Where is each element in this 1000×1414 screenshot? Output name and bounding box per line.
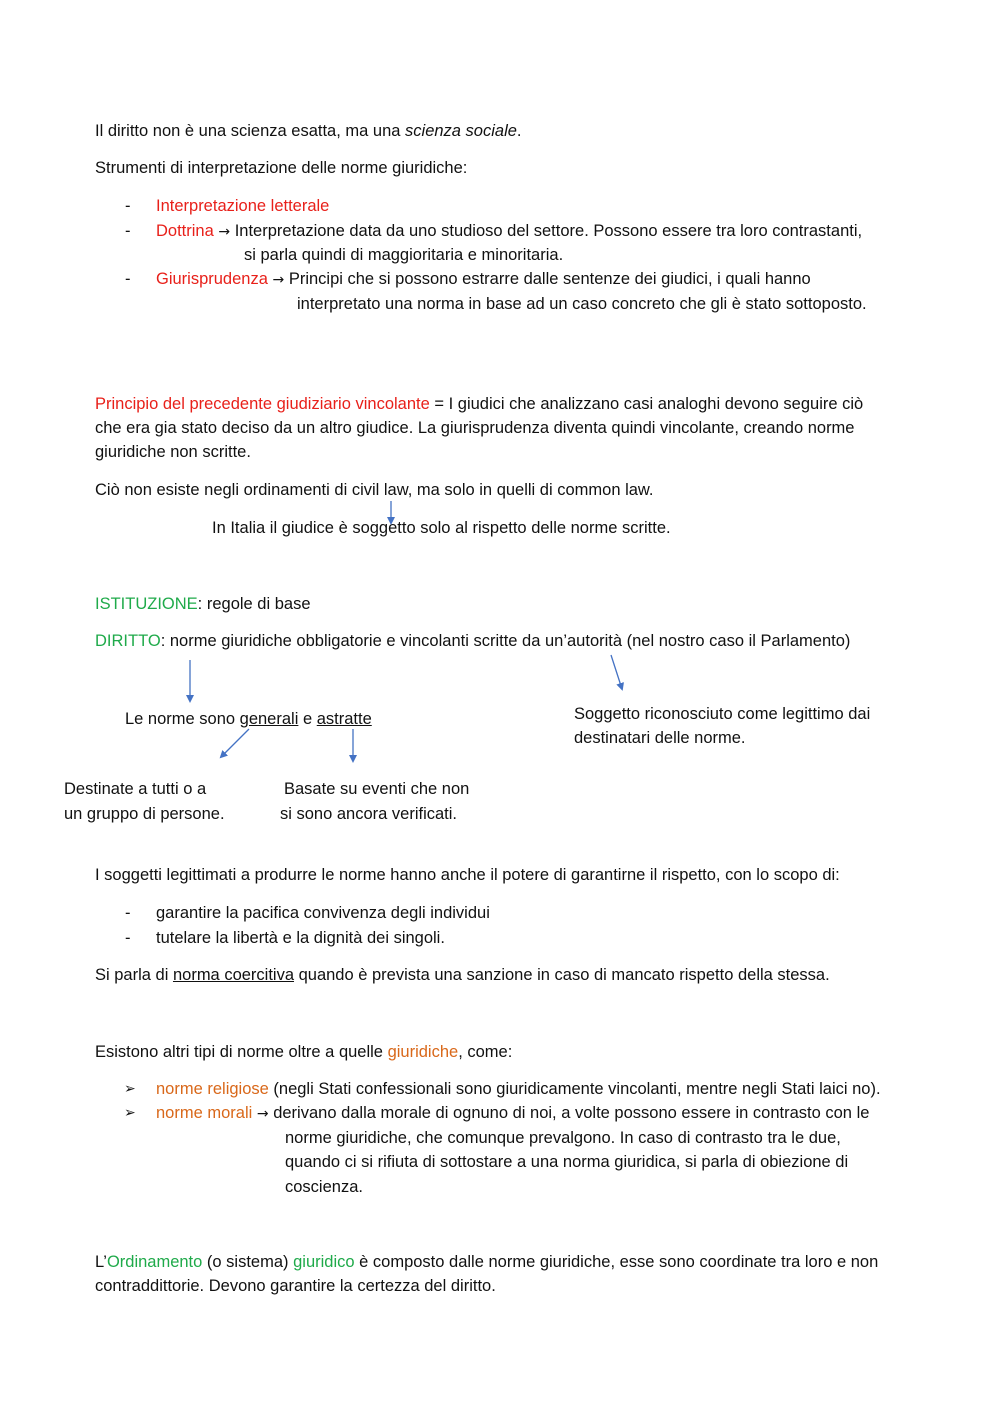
norme-morali-cont-2: quando ci si rifiuta di sottostare a una norma giuridica, si parla di obiezione di bbox=[285, 1153, 849, 1171]
list-bullet: - bbox=[125, 270, 131, 288]
arrow-generali bbox=[221, 729, 249, 757]
generali-term: generali bbox=[239, 710, 299, 728]
list-bullet: - bbox=[125, 222, 131, 240]
list-bullet: - bbox=[125, 904, 131, 922]
soggetto-riconosciuto-2: destinatari delle norme. bbox=[574, 729, 746, 747]
right-arrow-icon: → bbox=[272, 272, 285, 288]
precedente-line-1: Principio del precedente giudiziario vincolante = I giudici che analizzano casi analoghi devono seguire ciò bbox=[95, 395, 864, 413]
soggetto-riconosciuto-1: Soggetto riconosciuto come legittimo dai bbox=[574, 705, 871, 723]
giurisprudenza-term: Giurisprudenza bbox=[156, 270, 268, 288]
intro-line-2: Strumenti di interpretazione delle norme giuridiche: bbox=[95, 159, 468, 177]
item-dottrina-cont: si parla quindi di maggioritaria e minoritaria. bbox=[244, 246, 564, 264]
arrow-bullet-icon: ➢ bbox=[124, 1081, 136, 1097]
right-arrow-icon: → bbox=[256, 1106, 269, 1122]
giuridico-term: giuridico bbox=[293, 1253, 355, 1271]
istituzione-term: ISTITUZIONE bbox=[95, 595, 198, 613]
right-arrow-icon: → bbox=[218, 224, 231, 240]
item-giurisprudenza-cont: interpretato una norma in base ad un caso concreto che gli è stato sottoposto. bbox=[297, 295, 867, 313]
basate-line-2: si sono ancora verificati. bbox=[280, 805, 457, 823]
norme-morali-cont-1: norme giuridiche, che comunque prevalgono. In caso di contrasto tra le due, bbox=[285, 1129, 841, 1147]
arrow-bullet-icon: ➢ bbox=[124, 1105, 136, 1121]
precedente-term: Principio del precedente giudiziario vincolante bbox=[95, 395, 430, 413]
list-bullet: - bbox=[125, 197, 131, 215]
item-giurisprudenza: Giurisprudenza → Principi che si possono estrarre dalle sentenze dei giudici, i quali hanno bbox=[156, 270, 811, 288]
norme-morali-cont-3: coscienza. bbox=[285, 1178, 363, 1196]
precedente-line-2: che era gia stato deciso da un altro giudice. La giurisprudenza diventa quindi vincolante, creando norme bbox=[95, 419, 855, 437]
destinate-line-2: un gruppo di persone. bbox=[64, 805, 225, 823]
dottrina-term: Dottrina bbox=[156, 222, 214, 240]
item-interpretazione-letterale: Interpretazione letterale bbox=[156, 197, 330, 215]
astratte-term: astratte bbox=[316, 710, 372, 728]
norme-morali-term: norme morali bbox=[156, 1104, 253, 1122]
italia-line: In Italia il giudice è soggetto solo al rispetto delle norme scritte. bbox=[212, 519, 671, 537]
ordinamento-line-1: L’Ordinamento (o sistema) giuridico è composto dalle norme giuridiche, esse sono coordinate tra loro e non bbox=[95, 1253, 879, 1271]
altri-tipi-line: Esistono altri tipi di norme oltre a quelle giuridiche, come: bbox=[95, 1043, 513, 1061]
soggetti-line: I soggetti legittimati a produrre le norme hanno anche il potere di garantirne il rispetto, con lo scopo di: bbox=[95, 866, 840, 884]
norma-coercitiva-line: Si parla di norma coercitiva quando è prevista una sanzione in caso di mancato rispetto della stessa. bbox=[95, 966, 830, 984]
diritto-term: DIRITTO bbox=[95, 632, 161, 650]
giuridiche-term: giuridiche bbox=[387, 1043, 459, 1061]
ordinamento-line-2: contraddittorie. Devono garantire la certezza del diritto. bbox=[95, 1277, 496, 1295]
norma-coercitiva-term: norma coercitiva bbox=[172, 966, 295, 984]
destinate-line-1: Destinate a tutti o a bbox=[64, 780, 207, 798]
scienza-sociale-emphasis: scienza sociale bbox=[405, 122, 517, 140]
norme-morali-item: norme morali → derivano dalla morale di ognuno di noi, a volte possono essere in contrasto con le bbox=[156, 1104, 870, 1122]
scopo-item-1: garantire la pacifica convivenza degli individui bbox=[156, 904, 490, 922]
civil-law-line: Ciò non esiste negli ordinamenti di civil law, ma solo in quelli di common law. bbox=[95, 481, 654, 499]
list-bullet: - bbox=[125, 929, 131, 947]
scopo-item-2: tutelare la libertà e la dignità dei singoli. bbox=[156, 929, 445, 947]
basate-line-1: Basate su eventi che non bbox=[284, 780, 470, 798]
ordinamento-term: Ordinamento bbox=[106, 1253, 203, 1271]
precedente-line-3: giuridiche non scritte. bbox=[95, 443, 251, 461]
norme-generali-astratte: Le norme sono generali e astratte bbox=[125, 710, 372, 728]
norme-religiose-item: norme religiose (negli Stati confessionali sono giuridicamente vincolanti, mentre negli Stati laici no). bbox=[156, 1080, 881, 1098]
intro-line-1: Il diritto non è una scienza esatta, ma una scienza sociale. bbox=[95, 122, 522, 140]
istituzione-line: ISTITUZIONE: regole di base bbox=[95, 595, 311, 613]
diritto-line: DIRITTO: norme giuridiche obbligatorie e vincolanti scritte da un’autorità (nel nostro caso il Parlamento) bbox=[95, 632, 851, 650]
norme-religiose-term: norme religiose bbox=[156, 1080, 269, 1098]
item-dottrina: Dottrina → Interpretazione data da uno studioso del settore. Possono essere tra loro contrastanti, bbox=[156, 222, 863, 240]
arrow-soggetto bbox=[611, 655, 622, 689]
